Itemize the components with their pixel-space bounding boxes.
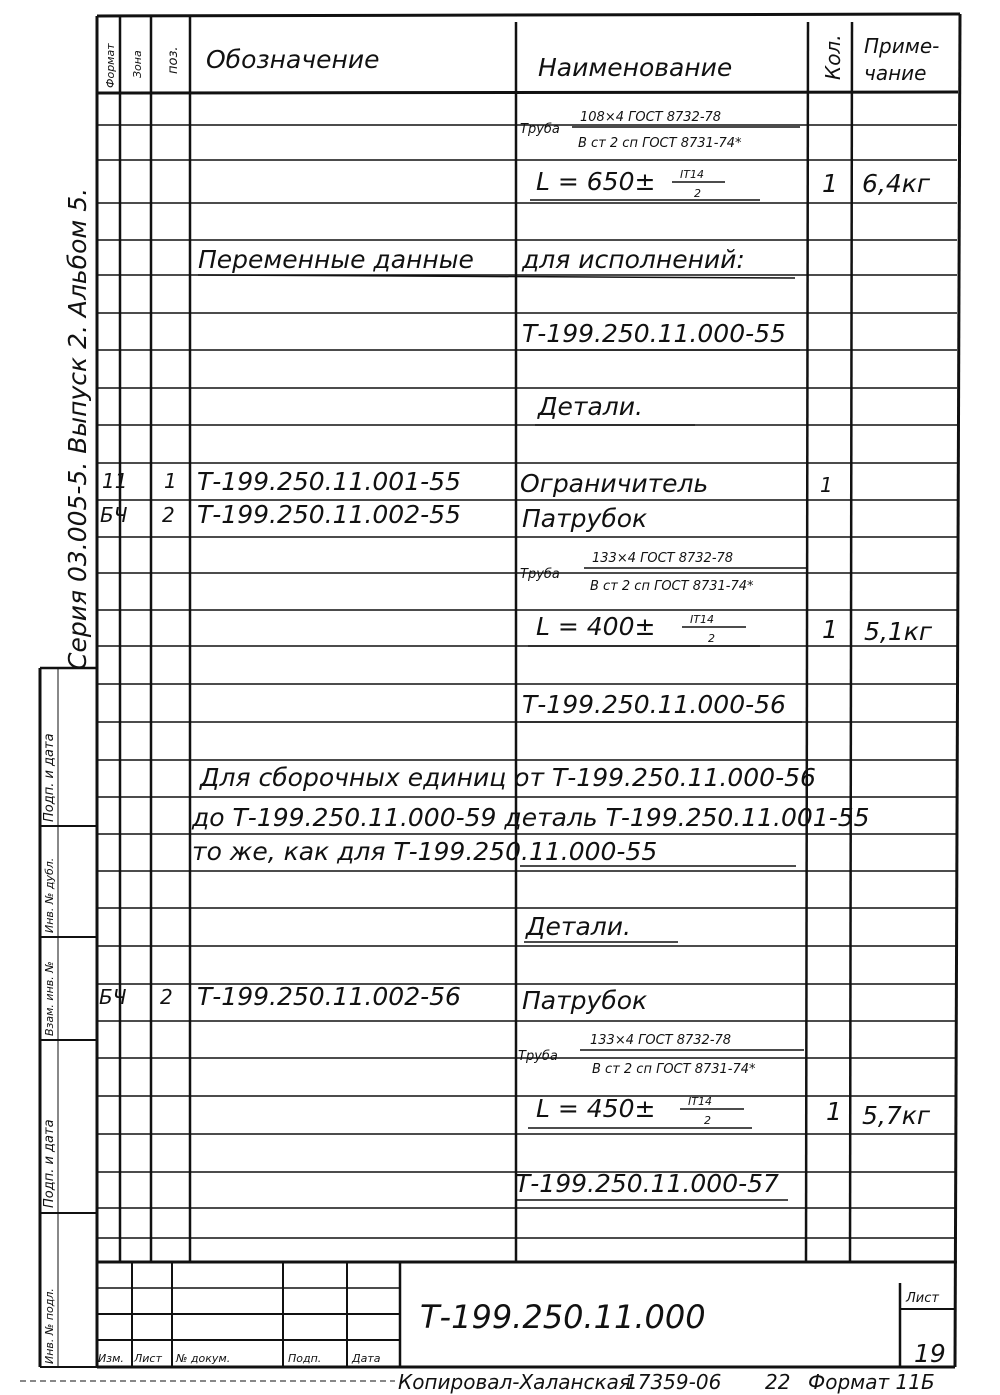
header-qty: Кол. <box>821 34 845 80</box>
side-stamp <box>42 188 92 1364</box>
stamp-vzam-inv: Взам. инв. № <box>43 961 56 1036</box>
qty: 1 <box>826 1097 842 1126</box>
pipe-spec-3 <box>518 1033 804 1077</box>
footer-num: 22 <box>765 1370 791 1394</box>
title-block <box>98 1291 946 1368</box>
pipe-label: Труба <box>518 1049 558 1064</box>
table-grid <box>40 14 960 1367</box>
frac-bottom: 2 <box>704 1114 711 1127</box>
pipe-top: 108×4 ГОСТ 8732-78 <box>580 110 722 125</box>
footer-copied: Копировал-Халанская <box>398 1370 631 1394</box>
pipe-top: 133×4 ГОСТ 8732-78 <box>590 1033 732 1048</box>
pos-cell: 1 <box>164 469 177 493</box>
format-cell: БЧ <box>99 985 127 1009</box>
variant-55: Т-199.250.11.000-55 <box>522 319 786 348</box>
tb-sheet-number: 19 <box>914 1339 946 1368</box>
pos-cell: 2 <box>160 985 173 1009</box>
pipe-label: Труба <box>520 567 560 582</box>
length-row-1 <box>530 167 931 200</box>
frac-top: IT14 <box>688 1095 712 1108</box>
header-designation: Обозначение <box>206 45 380 74</box>
name-cell: Патрубок <box>522 504 648 533</box>
variable-data-label: Переменные данные <box>198 245 474 274</box>
length-row-2 <box>528 612 933 646</box>
header-note-line2: чание <box>864 61 927 85</box>
pipe-bottom: В ст 2 сп ГОСТ 8731-74* <box>578 136 742 151</box>
header-zone: Зона <box>131 50 144 78</box>
tb-col-sheet: Лист <box>134 1352 162 1365</box>
qty-cell: 1 <box>820 473 833 497</box>
note-line-2: до Т-199.250.11.000-59 деталь Т-199.250.11.001-55 <box>192 803 870 832</box>
pipe-bottom: В ст 2 сп ГОСТ 8731-74* <box>592 1062 756 1077</box>
tb-col-sign: Подп. <box>288 1352 322 1365</box>
designation-cell: Т-199.250.11.001-55 <box>197 467 461 496</box>
designation-cell: Т-199.250.11.002-55 <box>197 500 461 529</box>
tb-sheet-label: Лист <box>906 1291 939 1306</box>
length-text: L = 400± <box>536 612 656 641</box>
length-row-3 <box>528 1094 931 1130</box>
frac-bottom: 2 <box>708 632 715 645</box>
stamp-inv-podl: Инв. № подл. <box>43 1288 56 1364</box>
pos-cell: 2 <box>162 503 175 527</box>
variable-data-suffix: для исполнений: <box>522 245 745 274</box>
note-line-1: Для сборочных единиц от Т-199.250.11.000-56 <box>200 763 816 792</box>
tb-col-docnum: № докум. <box>176 1352 231 1365</box>
details-heading-1: Детали. <box>538 392 643 421</box>
header-name: Наименование <box>538 53 733 82</box>
variant-57: Т-199.250.11.000-57 <box>515 1169 779 1198</box>
footer-order: 17359-06 <box>625 1370 722 1394</box>
mass: 5,1кг <box>864 617 932 646</box>
table-header <box>104 34 939 88</box>
note-line-3: то же, как для Т-199.250.11.000-55 <box>192 837 658 866</box>
name-cell: Патрубок <box>522 986 648 1015</box>
mass: 5,7кг <box>862 1101 930 1130</box>
qty: 1 <box>822 615 838 644</box>
format-cell: 11 <box>102 469 128 493</box>
header-pos: поз. <box>166 46 181 74</box>
details-heading-2: Детали. <box>526 912 631 941</box>
footer-format: Формат 11Б <box>808 1370 935 1394</box>
mass: 6,4кг <box>862 169 930 198</box>
variant-56: Т-199.250.11.000-56 <box>522 690 786 719</box>
designation-cell: Т-199.250.11.002-56 <box>197 982 461 1011</box>
pipe-label: Труба <box>520 122 560 137</box>
footer <box>20 1370 935 1394</box>
header-format: Формат <box>104 43 117 88</box>
tb-doc-number: Т-199.250.11.000 <box>420 1298 706 1336</box>
stamp-sign-date-1: Подп. и дата <box>42 1119 57 1208</box>
frac-bottom: 2 <box>694 187 701 200</box>
length-text: L = 650± <box>536 167 656 196</box>
format-cell: БЧ <box>100 503 128 527</box>
length-text: L = 450± <box>536 1094 656 1123</box>
frac-top: IT14 <box>690 613 714 626</box>
stamp-inv-dubl: Инв. № дубл. <box>43 857 56 933</box>
tb-col-change: Изм. <box>98 1352 124 1365</box>
pipe-top: 133×4 ГОСТ 8732-78 <box>592 551 734 566</box>
tb-col-date: Дата <box>352 1352 381 1365</box>
series-label: Серия 03.005-5. Выпуск 2. Альбом 5. <box>63 187 92 670</box>
qty: 1 <box>822 169 838 198</box>
pipe-bottom: В ст 2 сп ГОСТ 8731-74* <box>590 579 754 594</box>
name-cell: Ограничитель <box>520 469 709 498</box>
pipe-spec-1 <box>520 110 800 151</box>
frac-top: IT14 <box>680 168 704 181</box>
stamp-sign-date-2: Подп. и дата <box>42 733 57 822</box>
header-note-line1: Приме- <box>864 34 940 58</box>
